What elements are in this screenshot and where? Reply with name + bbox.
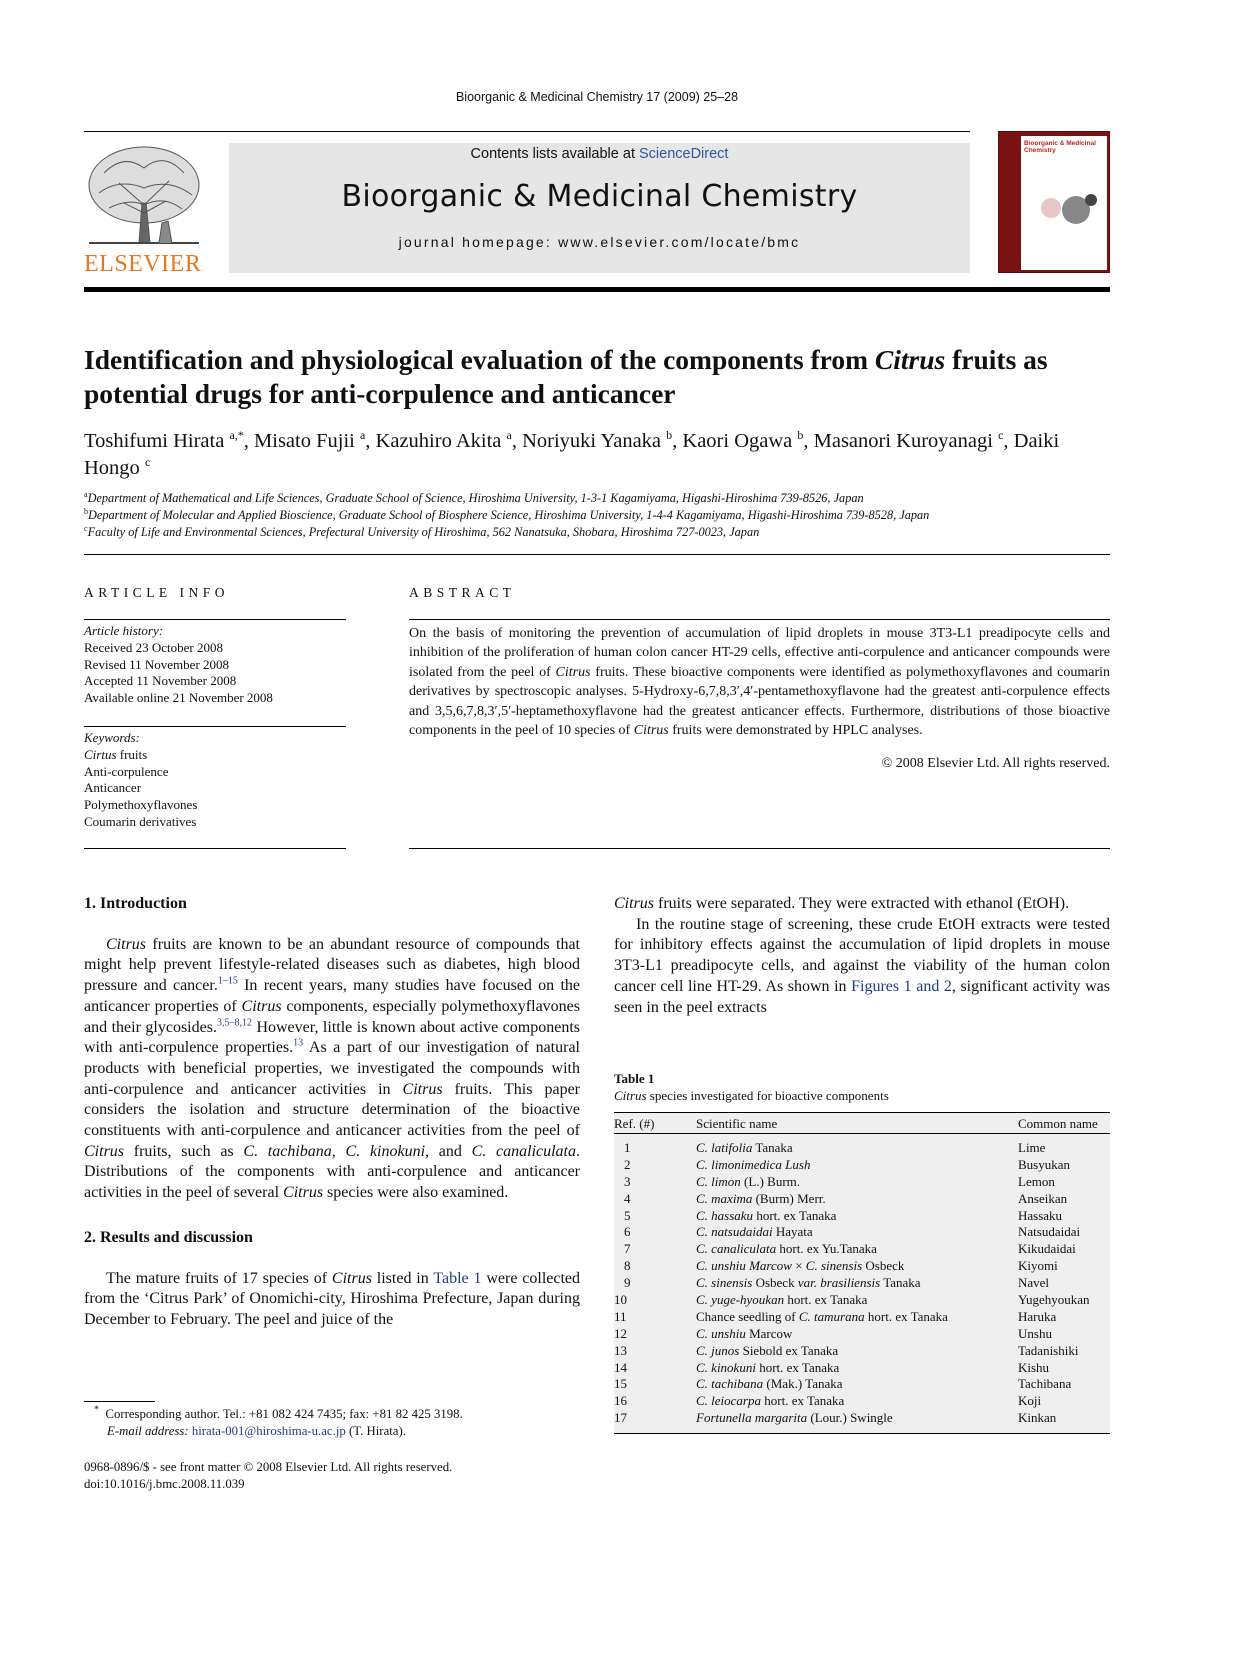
- table-row: [614, 1157, 1110, 1174]
- text: fruits: [116, 746, 148, 762]
- affiliation-a: [84, 491, 1114, 506]
- text: The mature fruits of 17 species of: [106, 1269, 332, 1287]
- text: Hayata: [772, 1224, 813, 1240]
- text: species were also examined.: [323, 1184, 509, 1202]
- cell-common-name: Lime: [1018, 1140, 1046, 1155]
- column-header-scientific-name: Scientific name: [696, 1116, 778, 1131]
- affiliation-superscript: b: [797, 428, 804, 443]
- affiliation-mark: b: [84, 506, 88, 516]
- italic-text: Citrus: [555, 664, 591, 680]
- cell-common-name: Busyukan: [1018, 1156, 1070, 1172]
- bottom-matter: [84, 1459, 452, 1492]
- text: , Daiki Hongo: [84, 430, 1060, 479]
- affiliation-text: Department of Molecular and Applied Bioscience, Graduate School of Biosphere Science, Hiroshima University, 1-4-4 Kagamiyama, Higashi-Hiroshima 739-8528, Japan: [88, 508, 930, 522]
- italic-text: Citrus: [106, 935, 147, 953]
- keywords: [84, 730, 346, 831]
- abstract-text: [409, 624, 1110, 740]
- text: Anti-corpulence: [84, 763, 169, 779]
- footnote-line-1: [84, 1406, 580, 1423]
- italic-text: Citrus: [283, 1184, 324, 1202]
- text: However, little is known about active components with anti-corpulence properties.: [84, 1018, 580, 1057]
- divider: [409, 619, 1110, 620]
- text: hort. ex Tanaka: [755, 1359, 840, 1375]
- text: ,: [331, 1142, 346, 1160]
- text: Coumarin derivatives: [84, 813, 197, 829]
- results-paragraph-1-end-text: fruits were separated. They were extracted with ethanol (EtOH).: [654, 895, 1070, 912]
- history-accepted: Accepted 11 November 2008: [84, 673, 237, 689]
- italic-text: C. canaliculata: [471, 1142, 576, 1160]
- italic-text: C. canaliculata: [696, 1241, 777, 1257]
- text: ×: [791, 1258, 806, 1274]
- article-info-heading: ARTICLE INFO: [84, 585, 230, 600]
- cell-common-name: Haruka: [1018, 1308, 1057, 1324]
- affiliation-superscript: a: [506, 428, 512, 443]
- column-header-common-name: Common name: [1018, 1116, 1098, 1131]
- italic-text: C. unshiu: [696, 1325, 746, 1341]
- history-revised: Revised 11 November 2008: [84, 656, 230, 672]
- italic-text: C. sinensis: [696, 1275, 753, 1291]
- cell-ref: 16: [614, 1393, 627, 1409]
- text: Tanaka: [752, 1140, 793, 1155]
- cell-scientific-name: [696, 1326, 1018, 1343]
- journal-masthead: [229, 143, 970, 273]
- cell-scientific-name: [696, 1410, 1018, 1427]
- table-row: [614, 1174, 1110, 1191]
- table-row: [614, 1140, 1110, 1157]
- affiliation-c: [84, 525, 1114, 540]
- divider: [409, 848, 1110, 849]
- italic-text: C. unshiu Marcow: [696, 1258, 792, 1274]
- italic-text: C. tachibana: [243, 1142, 332, 1160]
- cell-scientific-name: [696, 1241, 1018, 1258]
- keyword: [84, 780, 346, 797]
- cell-ref: 9: [624, 1275, 631, 1291]
- results-paragraph-1: [84, 1269, 580, 1331]
- cover-molecule-graphic: [1021, 178, 1107, 238]
- cell-common-name: Lemon: [1018, 1173, 1055, 1189]
- italic-text: C. limonimedica Lush: [696, 1156, 811, 1172]
- text: hort. ex Tanaka: [753, 1207, 837, 1223]
- affiliation-b: [84, 508, 1114, 523]
- cell-common-name: Kiyomi: [1018, 1258, 1058, 1274]
- sciencedirect-link[interactable]: ScienceDirect: [639, 146, 729, 162]
- table-row: [614, 1309, 1110, 1326]
- cell-common-name: Navel: [1018, 1275, 1050, 1291]
- cell-ref: 8: [624, 1258, 631, 1274]
- cell-ref: 5: [624, 1207, 631, 1223]
- text: fruits as potential drugs for anti-corpulence and anticancer: [84, 344, 1048, 409]
- italic-text: Citrus: [84, 1142, 125, 1160]
- text: Siebold ex Tanaka: [739, 1342, 839, 1358]
- divider: [84, 726, 346, 727]
- italic-text: C. sinensis: [805, 1258, 863, 1274]
- table-row: [614, 1410, 1110, 1427]
- affiliation-superscript: a: [359, 428, 366, 443]
- cell-ref: 10: [614, 1292, 627, 1308]
- italic-text: var. brasiliensis: [797, 1275, 881, 1291]
- text: Polymethoxyflavones: [84, 797, 198, 813]
- table-header-row: [614, 1113, 1110, 1134]
- keyword: [84, 814, 346, 831]
- article-title: [84, 343, 1114, 411]
- cell-scientific-name: [696, 1393, 1018, 1410]
- cell-scientific-name: [696, 1191, 1018, 1208]
- table-row: [614, 1275, 1110, 1292]
- table-label: Table 1: [614, 1071, 655, 1086]
- table-row: [614, 1326, 1110, 1343]
- table-row: [614, 1393, 1110, 1410]
- cell-scientific-name: [696, 1275, 1018, 1292]
- cell-scientific-name: [696, 1309, 1018, 1326]
- text: , Kazuhiro Akita: [365, 430, 507, 452]
- cell-ref: 3: [624, 1173, 631, 1189]
- cell-scientific-name: [696, 1140, 1018, 1157]
- text: (L.) Burm.: [740, 1173, 801, 1189]
- text: Identification and physiological evaluation of the components from: [84, 344, 875, 375]
- contents-line: [229, 146, 970, 162]
- text: fruits are known to be an abundant resource of compounds that might help prevent lifestyle-related diseases such as diabetes, high blood pressure and cancer.: [84, 935, 580, 995]
- text: , and: [425, 1142, 472, 1160]
- journal-name: Bioorganic & Medicinal Chemistry: [341, 179, 858, 214]
- table-row: [614, 1208, 1110, 1225]
- cell-scientific-name: [696, 1174, 1018, 1191]
- cell-ref: 13: [614, 1342, 627, 1358]
- italic-text: C. maxima: [696, 1190, 753, 1206]
- cell-scientific-name: [696, 1224, 1018, 1241]
- text: On the basis of monitoring the prevention of accumulation of lipid droplets in mouse 3T3-L1 preadipocyte cells and inhibition of the proliferation of human colon cancer HT-29 cells, effective anti-corpulence and anticancer compounds were isolated from the peel of: [409, 626, 1110, 680]
- italic-text: Citrus: [633, 723, 669, 739]
- cell-common-name: Tachibana: [1018, 1376, 1072, 1392]
- table-row: [614, 1191, 1110, 1208]
- text: were collected from the ‘Citrus Park’ of Onomichi-city, Hiroshima Prefecture, Japan during December to February. The peel and juice of the: [84, 1269, 581, 1328]
- citation-link[interactable]: 13: [293, 1037, 304, 1049]
- cell-common-name: Anseikan: [1018, 1190, 1068, 1206]
- italic-text: C. hassaku: [696, 1207, 754, 1223]
- journal-cover-image: [998, 131, 1110, 273]
- section-heading-introduction: 1. Introduction: [84, 895, 187, 912]
- affiliation-text: Department of Mathematical and Life Sciences, Graduate School of Science, Hiroshima University, 1-3-1 Kagamiyama, Higashi-Hiroshima 739-8526, Japan: [87, 491, 864, 505]
- cell-scientific-name: [696, 1258, 1018, 1275]
- email-label: E-mail address:: [107, 1424, 192, 1438]
- cell-scientific-name: [696, 1360, 1018, 1377]
- cell-ref: 2: [624, 1156, 631, 1172]
- email-link[interactable]: hirata-001@hiroshima-u.ac.jp: [191, 1424, 346, 1438]
- text: (Mak.) Tanaka: [763, 1376, 843, 1392]
- cross-reference-link[interactable]: Figures 1 and 2: [851, 977, 952, 995]
- text: fruits, such as: [124, 1142, 244, 1160]
- italic-text: Citrus: [402, 1080, 443, 1098]
- footnote-mark: *: [94, 1404, 99, 1416]
- footnote: [84, 1406, 580, 1440]
- text: , significant activity was seen in the peel extracts: [614, 977, 1110, 1016]
- affiliation-superscript: c: [998, 428, 1004, 443]
- header-rule: [84, 131, 970, 132]
- cell-scientific-name: [696, 1157, 1018, 1174]
- cell-ref: 4: [624, 1190, 631, 1206]
- journal-homepage[interactable]: journal homepage: www.elsevier.com/locate/bmc: [398, 234, 801, 250]
- text: Osbeck: [862, 1258, 905, 1274]
- text: As a part of our investigation of natural products with beneficial properties, we investigated the compounds with anti-corpulence and anticancer activities in: [84, 1039, 581, 1098]
- publisher-logo-text: ELSEVIER: [84, 251, 202, 277]
- cell-common-name: Natsudaidai: [1018, 1224, 1081, 1240]
- text: In recent years, many studies have focused on the anticancer properties of: [84, 977, 580, 1015]
- cell-common-name: Tadanishiki: [1018, 1342, 1079, 1358]
- italic-text: C. tachibana: [696, 1376, 764, 1392]
- table-row: [614, 1258, 1110, 1275]
- history-received: Received 23 October 2008: [84, 639, 223, 655]
- text: , Masanori Kuroyanagi: [803, 430, 999, 452]
- cell-scientific-name: [696, 1292, 1018, 1309]
- italic-text: Citrus: [241, 997, 282, 1015]
- text: Chance seedling of: [696, 1308, 799, 1324]
- text: Anticancer: [84, 780, 142, 796]
- cell-ref: 14: [614, 1359, 627, 1375]
- italic-text: C. latifolia: [696, 1140, 753, 1155]
- elsevier-logo: [84, 143, 204, 275]
- affiliation-mark: a: [84, 489, 88, 499]
- abstract-heading: ABSTRACT: [409, 585, 516, 600]
- cell-ref: 15: [614, 1376, 627, 1392]
- italic-text: C. kinokuni: [345, 1142, 426, 1160]
- cell-common-name: Kikudaidai: [1018, 1241, 1076, 1257]
- article-history: [84, 623, 346, 707]
- text: In the routine stage of screening, these crude EtOH extracts were tested for inhibitory effects against the accumulation of lipid droplets in mouse 3T3-L1 preadipocyte cells, and against the viability of the human colon cancer cell line HT-29. As shown in: [614, 915, 1110, 995]
- footnote-rule: [84, 1401, 155, 1402]
- affiliation-mark: c: [84, 523, 88, 533]
- italic-text: C. tamurana: [798, 1308, 865, 1324]
- author-list: [84, 428, 1114, 482]
- doi-line[interactable]: doi:10.1016/j.bmc.2008.11.039: [84, 1476, 245, 1491]
- divider: [84, 619, 346, 620]
- italic-text: C. junos: [696, 1342, 740, 1358]
- text: Osbeck: [752, 1275, 798, 1291]
- text: . Distributions of the components with anti-corpulence and anticancer activities in the peel of several: [84, 1142, 580, 1202]
- text: hort. ex Tanaka: [864, 1308, 948, 1324]
- history-online: Available online 21 November 2008: [84, 690, 273, 706]
- cover-title: Bioorganic & Medicinal Chemistry: [1024, 140, 1096, 154]
- cell-common-name: Kishu: [1018, 1359, 1050, 1375]
- section-heading-results: 2. Results and discussion: [84, 1228, 253, 1246]
- italic-text: Cirtus: [84, 746, 117, 762]
- text: Tanaka: [880, 1275, 921, 1291]
- intro-paragraph: [84, 935, 580, 1204]
- text: Marcow: [745, 1325, 793, 1341]
- affiliation-text: Faculty of Life and Environmental Sciences, Prefectural University of Hiroshima, 562 Nanatsuka, Shobara, Hiroshima 727-0023, Japan: [87, 525, 760, 539]
- affiliation-superscript: b: [666, 428, 673, 443]
- text: hort. ex Yu.Tanaka: [776, 1241, 877, 1257]
- keyword: [84, 797, 346, 814]
- contents-prefix: Contents lists available at: [470, 146, 639, 162]
- table-caption: [614, 1088, 889, 1104]
- citation-link[interactable]: 1–15: [217, 975, 238, 987]
- italic-text: C. yuge-hyoukan: [696, 1292, 785, 1308]
- cell-common-name: Yugehyoukan: [1018, 1292, 1090, 1308]
- table-row: [614, 1360, 1110, 1377]
- italic-text: C. leiocarpa: [696, 1393, 761, 1409]
- cell-ref: 12: [614, 1325, 627, 1341]
- text: , Misato Fujii: [243, 430, 360, 452]
- affiliation-superscript: a,*: [229, 428, 244, 443]
- footnote-contact: Corresponding author. Tel.: +81 082 424 7435; fax: +81 82 425 3198.: [105, 1407, 463, 1421]
- cell-common-name: Koji: [1018, 1393, 1042, 1409]
- text: , Kaori Ogawa: [672, 430, 798, 452]
- abstract-copyright: © 2008 Elsevier Ltd. All rights reserved.: [881, 756, 1110, 771]
- text: fruits were demonstrated by HPLC analyses.: [668, 723, 923, 739]
- table-row: [614, 1343, 1110, 1360]
- text: fruits. This paper considers the isolation and structure determination of the bioactive constituents with anti-corpulence and anticancer activities from the peel of: [84, 1080, 581, 1140]
- cell-scientific-name: [696, 1208, 1018, 1225]
- text: hort. ex Tanaka: [761, 1393, 845, 1409]
- italic-text: Citrus: [331, 1269, 372, 1287]
- text: listed in: [371, 1269, 434, 1287]
- results-paragraph-1-cont: [614, 894, 1110, 915]
- text: (Lour.) Swingle: [807, 1410, 893, 1426]
- email-suffix: (T. Hirata).: [345, 1424, 406, 1438]
- text: fruits. These bioactive components were identified as polymethoxyflavones and coumarin derivatives by spectroscopic analyses. 5-Hydroxy-6,7,8,3′,4′-pentamethoxyflavone had the greatest anti-corpulence effects and 3,5,6,7,8,3′,5′-heptamethoxyflavone had the greatest anticancer effects. Furthermore, distributions of those bioactive components in the peel of 10 species of: [409, 664, 1110, 739]
- cell-ref: 17: [614, 1410, 627, 1426]
- italic-text: Citrus: [614, 1088, 647, 1103]
- cell-ref: 7: [624, 1241, 631, 1257]
- masthead-thick-rule: [84, 287, 1110, 292]
- cross-reference-link[interactable]: Table 1: [433, 1269, 482, 1287]
- species-table: [614, 1112, 1110, 1434]
- divider: [84, 848, 346, 849]
- table-row: [614, 1292, 1110, 1309]
- history-label: Article history:: [84, 623, 164, 638]
- column-header-ref: Ref. (#): [614, 1116, 655, 1131]
- table-row: [614, 1376, 1110, 1393]
- text: components, especially polymethoxyflavones and their glycosides.: [84, 997, 580, 1036]
- italic-text: C. limon: [696, 1173, 741, 1189]
- text: Toshifumi Hirata: [84, 430, 230, 452]
- tree-icon: [84, 143, 204, 248]
- keywords-label: Keywords:: [84, 730, 140, 745]
- italic-text: C. natsudaidai: [696, 1224, 773, 1240]
- citation-link[interactable]: 3,5–8,12: [216, 1017, 252, 1029]
- cell-common-name: Kinkan: [1018, 1410, 1057, 1426]
- left-column: [84, 894, 580, 1331]
- issn-line: 0968-0896/$ - see front matter © 2008 Elsevier Ltd. All rights reserved.: [84, 1460, 453, 1474]
- running-head: Bioorganic & Medicinal Chemistry 17 (2009) 25–28: [455, 90, 739, 104]
- table-bottom-padding: [614, 1427, 1110, 1433]
- cell-scientific-name: [696, 1343, 1018, 1360]
- results-paragraph-2: [614, 915, 1110, 1019]
- cell-scientific-name: [696, 1376, 1018, 1393]
- italic-text: Citrus: [874, 344, 946, 375]
- affiliation-superscript: c: [144, 455, 151, 470]
- italic-citrus: Citrus: [614, 895, 655, 912]
- italic-text: C. kinokuni: [696, 1359, 756, 1375]
- cell-ref: 1: [624, 1140, 631, 1155]
- footnote-line-2: [84, 1423, 580, 1440]
- table-row: [614, 1241, 1110, 1258]
- cell-common-name: Hassaku: [1018, 1207, 1063, 1223]
- keyword: [84, 764, 346, 781]
- right-column: [614, 894, 1110, 1018]
- text: species investigated for bioactive components: [646, 1088, 889, 1103]
- cell-common-name: Unshu: [1018, 1325, 1052, 1341]
- italic-text: Fortunella margarita: [696, 1410, 808, 1426]
- cell-ref: 11: [614, 1308, 627, 1324]
- cell-ref: 6: [624, 1224, 631, 1240]
- table-row: [614, 1224, 1110, 1241]
- text: hort. ex Tanaka: [784, 1292, 868, 1308]
- text: , Noriyuki Yanaka: [511, 430, 667, 452]
- divider: [84, 554, 1110, 555]
- text: (Burm) Merr.: [752, 1190, 826, 1206]
- keyword: [84, 747, 346, 764]
